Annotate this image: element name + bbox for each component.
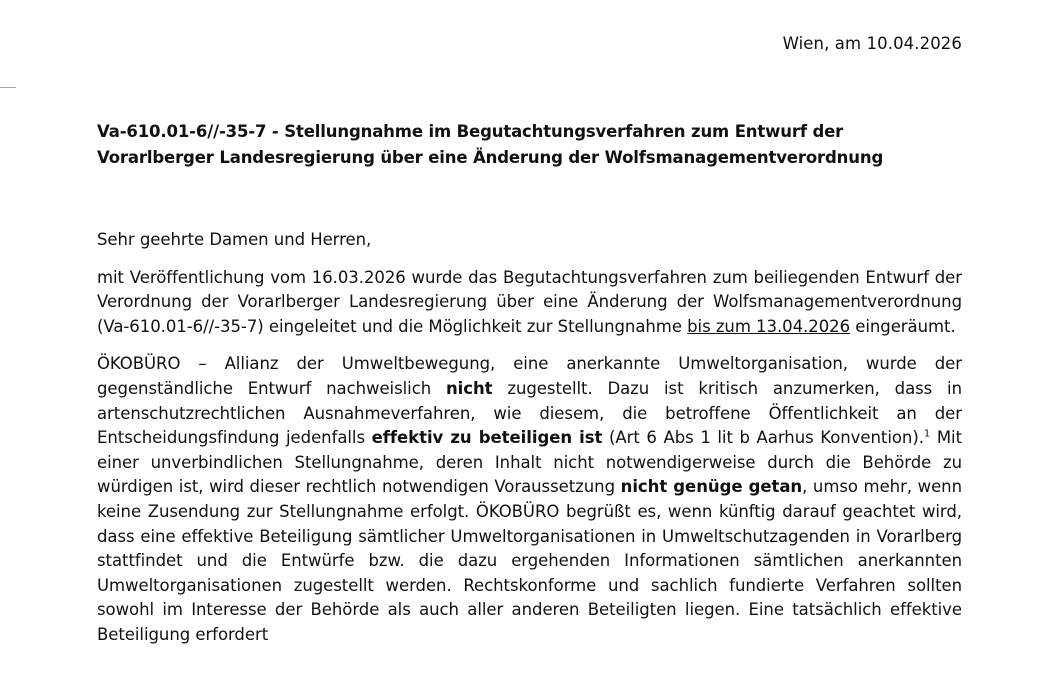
salutation: Sehr geehrte Damen und Herren,: [97, 230, 372, 249]
subject-heading: [97, 119, 977, 170]
paragraph-text: ÖKOBÜRO – Allianz der Umweltbewegung, eine anerkannte Umweltorganisation, wurde der gegenständliche Entwurf nachweislich: [97, 354, 962, 398]
emphasis-bold: effektiv zu beteiligen ist: [371, 428, 603, 448]
paragraph-text: (Art 6 Abs 1 lit b Aarhus Konvention).: [602, 428, 924, 448]
paragraph-text: eingeräumt.: [850, 316, 956, 336]
fold-mark: [0, 87, 16, 88]
subject-line-2: Vorarlberger Landesregierung über eine Änderung der Wolfsmanagementverordnung: [97, 147, 884, 167]
emphasis-bold: nicht genüge getan: [620, 477, 803, 497]
subject-line-1: Va-610.01-6//-35-7 - Stellungnahme im Begutachtungsverfahren zum Entwurf der: [97, 122, 844, 141]
paragraph-text: zugestellt. Dazu ist kritisch anzumerken, dass in artenschutzrechtlichen Ausnahmeverfahren, wie diesem, die betroffene Öffentlichkeit an der Entscheidungsfindung jedenfalls: [97, 378, 962, 448]
footnote-reference[interactable]: 1: [923, 428, 931, 440]
date-line: Wien, am 10.04.2026: [782, 34, 962, 53]
paragraph-text: , umso mehr, wenn keine Zusendung zur Stellungnahme erfolgt. ÖKOBÜRO begrüßt es, wenn künftig darauf geachtet wird, dass eine effektive Beteiligung sämtlicher Umweltorganisationen in Umweltschutzagenden in Vorarlberg stattfindet und die Entwürfe bzw. die dazu ergehenden Informationen sämtlichen anerkannten Umweltorganisationen zugestellt werden. Rechtskonforme und sachlich fundierte Verfahren sollten sowohl im Interesse der Behörde als auch aller anderen Beteiligten liegen. Eine tatsächlich effektive Beteiligung erfordert: [97, 477, 962, 644]
emphasis-bold: nicht: [445, 378, 493, 398]
paragraph-text: Mit einer unverbindlichen Stellungnahme, deren Inhalt nicht notwendigerweise durch die Behörde zu würdigen ist, wird dieser rechtlich notwendigen Voraussetzung: [97, 428, 962, 497]
paragraph-publication: [97, 266, 962, 340]
letter-body: [97, 228, 962, 661]
paragraph-text: mit Veröffentlichung vom 16.03.2026 wurde das Begutachtungsverfahren zum beiliegenden Entwurf der Verordnung der Vorarlberger Landesregierung über eine Änderung der Wolfsmanagementverordnung (Va-610.01-6//-35-7) eingeleitet und die Möglichkeit zur Stellungnahme: [97, 267, 962, 336]
paragraph-participation: [97, 352, 962, 647]
deadline-underlined: bis zum 13.04.2026: [687, 316, 851, 336]
